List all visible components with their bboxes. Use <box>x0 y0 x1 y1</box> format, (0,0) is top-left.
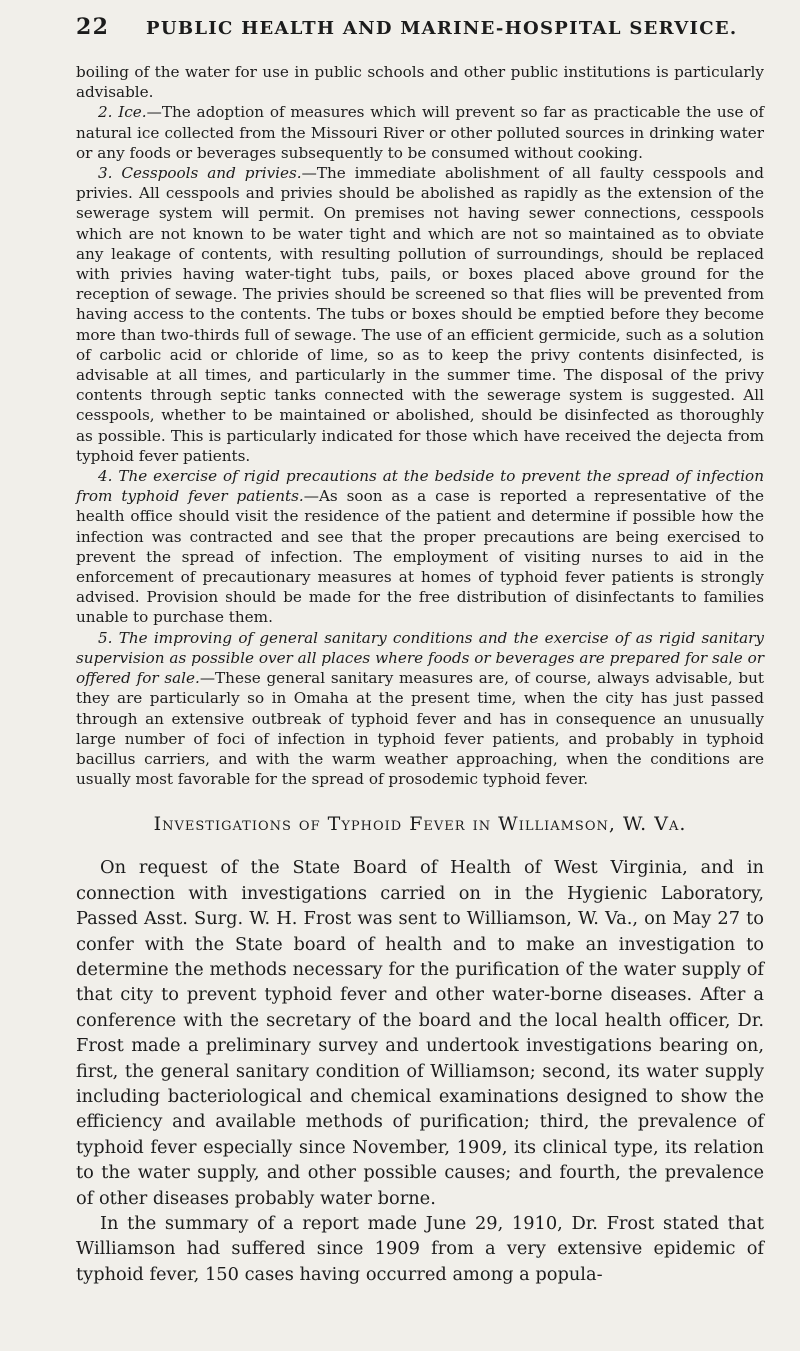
williamson-section <box>76 855 764 1287</box>
numbered-recommendations <box>76 62 764 789</box>
section-paragraph: In the summary of a report made June 29, 1910, Dr. Frost stated that Williamson had suffered since 1909 from a very extensive epidemic of typhoid fever, 150 cases having occurred among a popula- <box>76 1213 764 1285</box>
paragraph-continuation <box>76 62 764 102</box>
paragraph-bedside-precautions <box>76 466 764 628</box>
paragraph-text: boiling of the water for use in public schools and other public institutions is particularly advisable. <box>76 63 764 102</box>
paragraph-heading: 4. The exercise of rigid precautions at the bedside to prevent the spread of infection from typhoid fever patients. <box>76 467 764 506</box>
section-heading: Investigations of Typhoid Fever in Williamson, W. Va. <box>153 813 687 836</box>
paragraph-heading: 2. Ice. <box>98 103 147 122</box>
paragraph-text: —The immediate abolishment of all faulty cesspools and privies. All cesspools and privies should be abolished as rapidly as the extension of the sewerage system will permit. On premises not having sewer connections, cesspools which are not known to be water tight and which are not so maintained as to obviate any leakage of contents, with resulting pollution of surroundings, should be replaced with privies having water-tight tubs, pails, or boxes placed above ground for the reception of sewage. The privies should be screened so that flies will be prevented from having access to the contents. The tubs or boxes should be emptied before they become more than two-thirds full of sewage. The use of an efficient germicide, such as a solution of carbolic acid or chloride of lime, so as to keep the privy contents disinfected, is advisable at all times, and particularly in the summer time. The disposal of the privy contents through septic tanks connected with the sewerage system is suggested. All cesspools, whether to be maintained or abolished, should be disinfected as thoroughly as possible. This is particularly indicated for those which have received the dejecta from typhoid fever patients. <box>76 164 764 465</box>
paragraph-sanitary-conditions <box>76 628 764 790</box>
section-paragraph: On request of the State Board of Health of West Virginia, and in connection with investigations carried on in the Hygienic Laboratory, Passed Asst. Surg. W. H. Frost was sent to Williamson, W. Va., on May 27 to confer with the State board of health and to make an investigation to determine the methods necessary for the purification of the water supply of that city to prevent typhoid fever and other water-borne diseases. After a conference with the secretary of the board and the local health officer, Dr. Frost made a preliminary survey and undertook investigations bearing on, first, the general sanitary condition of Williamson; second, its water supply including bacteriological and chemical examinations designed to show the efficiency and available methods of purification; third, the prevalence of typhoid fever especially since November, 1909, its clinical type, its relation to the water supply, and other possible causes; and fourth, the prevalence of other diseases probably water borne. <box>76 857 764 1209</box>
paragraph-text: —These general sanitary measures are, of course, always advisable, but they are particularly so in Omaha at the present time, when the city has just passed through an extensive outbreak of typhoid fever and has in consequence an unusually large number of foci of infection in typhoid fever patients, and probably in typhoid bacillus carriers, and with the warm weather approaching, when the conditions are usually most favorable for the spread of prosodemic typhoid fever. <box>76 669 764 789</box>
paragraph-cesspools <box>76 163 764 466</box>
page-header-title: PUBLIC HEALTH AND MARINE-HOSPITAL SERVICE. <box>146 18 738 39</box>
paragraph-text: —The adoption of measures which will prevent so far as practicable the use of natural ice collected from the Missouri River or other polluted sources in drinking water or any foods or beverages subsequently to be consumed without cooking. <box>76 103 764 162</box>
page-number: 22 <box>76 14 110 40</box>
paragraph-ice <box>76 102 764 163</box>
paragraph-heading: 3. Cesspools and privies. <box>98 164 302 183</box>
paragraph-heading: 5. The improving of general sanitary conditions and the exercise of as rigid sanitary supervision as possible over all places where foods or beverages are prepared for sale or offered for sale. <box>76 628 764 688</box>
paragraph-text: —As soon as a case is reported a representative of the health office should visit the residence of the patient and determine if possible how the infection was contracted and see that the proper precautions are being exercised to prevent the spread of infection. The employment of visiting nurses to aid in the enforcement of precautionary measures at homes of typhoid fever patients is strongly advised. Provision should be made for the free distribution of disinfectants to families unable to purchase them. <box>76 487 764 627</box>
running-head <box>76 14 764 40</box>
